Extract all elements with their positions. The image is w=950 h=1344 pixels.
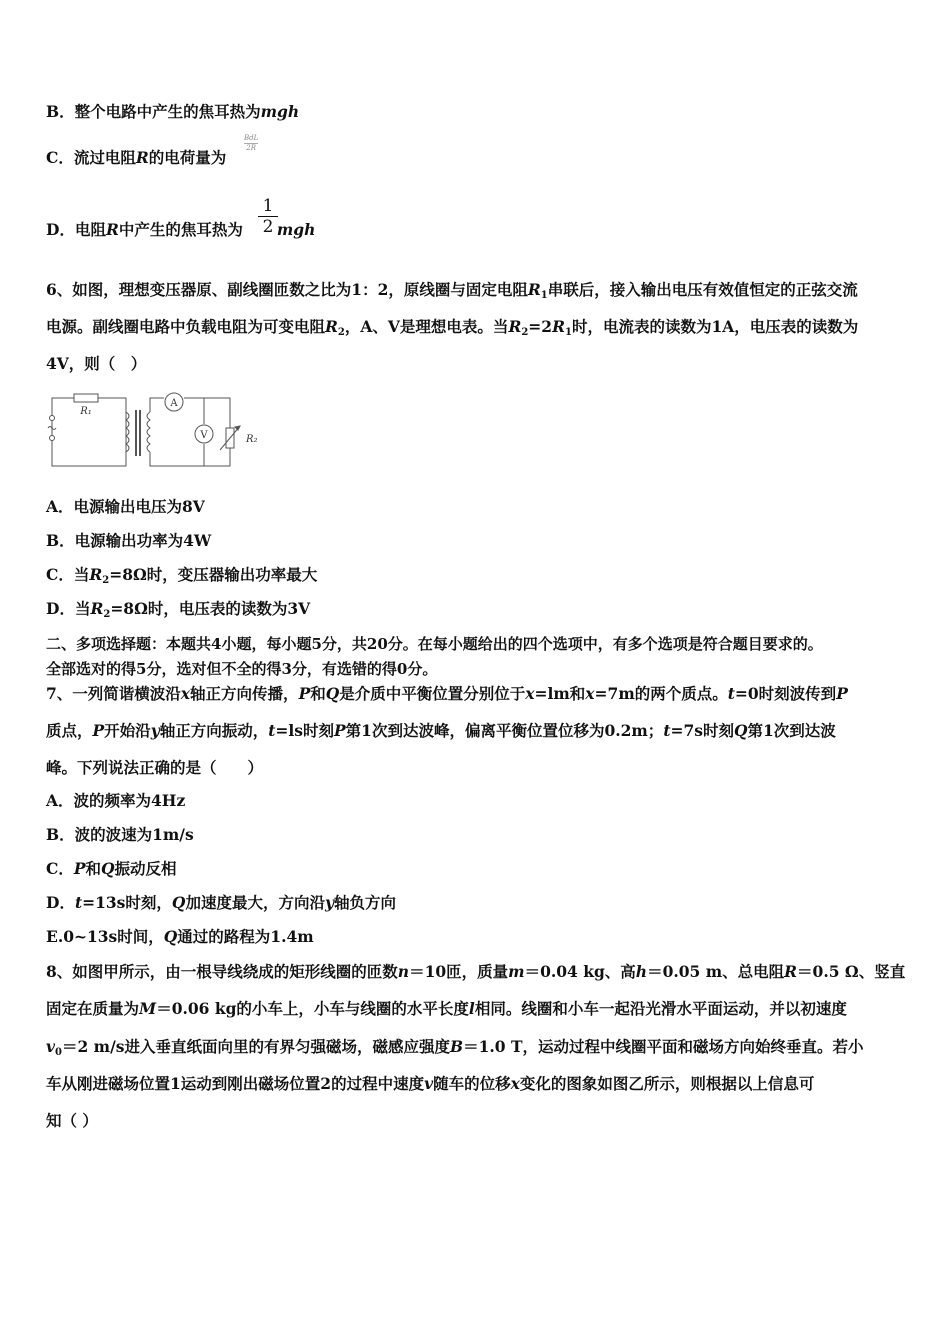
q8-stem-line-2: 固定在质量为M＝0.06 kg的小车上，小车与线圈的水平长度l相同。线圈和小车一起沿光滑水平面运动，并以初速度 xyxy=(46,999,847,1018)
q5-option-c-suffix: 的电荷量为 xyxy=(148,148,227,167)
r1-label: R₁ xyxy=(80,406,92,417)
q6-stem-line-1: 6、如图，理想变压器原、副线圈匝数之比为1：2，原线圈与固定电阻$R_1$串联后，接入输出电压有效值恒定的正弦交流 xyxy=(46,280,858,301)
q5-option-c-frac-den: 2R xyxy=(244,143,258,153)
q5-option-c-fraction xyxy=(244,134,258,153)
q5-option-c[interactable] xyxy=(46,148,226,168)
q5-option-c-frac-num: BdL xyxy=(244,134,259,142)
q6-stem-line-2: 电源。副线圈电路中负载电阻为可变电阻$R_2$，A、V是理想电表。当$R_2=2R_1$时，电流表的读数为1A，电压表的读数为 xyxy=(46,317,859,338)
q5-option-d-frac-num: 1 xyxy=(262,196,274,216)
q5-option-d-var: R xyxy=(105,220,119,239)
section-2-instructions-line-2: 全部选对的得5分，选对但不全的得3分，有选错的得0分。 xyxy=(46,660,438,678)
r2-label: R₂ xyxy=(246,434,258,445)
q7-option-c[interactable]: C．P和Q振动反相 xyxy=(46,859,177,878)
q6-circuit-figure xyxy=(44,388,264,472)
q7-stem-line-1: 7、一列简谐横波沿x轴正方向传播，P和Q是介质中平衡位置分别位于x=lm和x=7m的两个质点。t=0时刻波传到P xyxy=(46,684,848,703)
q7-option-d[interactable]: D．t=13s时刻，Q加速度最大，方向沿y轴负方向 xyxy=(46,893,396,912)
section-2-instructions-line-1: 二、多项选择题：本题共4小题，每小题5分，共20分。在每小题给出的四个选项中，有多个选项是符合题目要求的。 xyxy=(46,635,823,653)
q5-option-d-mid: 中产生的焦耳热为 xyxy=(118,220,243,239)
q5-option-c-text: C．流过电阻 xyxy=(46,148,136,167)
ammeter-label: A xyxy=(170,398,178,409)
resistor-r1 xyxy=(74,394,98,402)
q7-option-e[interactable]: E.0~13s时间，Q通过的路程为1.4m xyxy=(46,927,314,946)
q5-option-d-text: D．电阻 xyxy=(46,220,106,239)
q8-stem-line-3: $v_0=2$ m/s进入垂直纸面向里的有界匀强磁场，磁感应强度B＝1.0 T，运动过程中线圈平面和磁场方向始终垂直。若小 xyxy=(46,1037,864,1058)
q6-option-a[interactable]: A．电源输出电压为8V xyxy=(46,497,205,516)
q6-option-c[interactable]: C．当$R_2=8\Omega$时，变压器输出功率最大 xyxy=(46,565,318,586)
q5-option-d-var2: mgh xyxy=(276,220,316,239)
q8-stem-line-4: 车从刚进磁场位置1运动到刚出磁场位置2的过程中速度v随车的位移x变化的图象如图乙所示，则根据以上信息可 xyxy=(46,1074,815,1093)
q6-stem-line-3: 4V，则（ ） xyxy=(46,354,147,373)
q5-option-b[interactable] xyxy=(46,102,299,122)
q5-option-d-frac-den: 2 xyxy=(258,216,278,237)
q5-option-b-text: B．整个电路中产生的焦耳热为 xyxy=(46,102,261,121)
q6-option-b[interactable]: B．电源输出功率为4W xyxy=(46,531,212,550)
q8-stem-line-5: 知（ ） xyxy=(46,1111,98,1130)
q8-stem-line-1: 8、如图甲所示，由一根导线绕成的矩形线圈的匝数n＝10匝，质量m＝0.04 kg、高h＝0.05 m、总电阻R＝0.5 Ω、竖直 xyxy=(46,962,906,981)
secondary-coil xyxy=(147,412,150,452)
q5-option-c-var: R xyxy=(135,148,149,167)
q5-option-d-fraction xyxy=(258,196,278,237)
q5-option-b-var: mgh xyxy=(260,102,300,121)
q7-stem-line-2: 质点，P开始沿y轴正方向振动，t=ls时刻P第1次到达波峰，偏离平衡位置位移为0.2m；t=7s时刻Q第1次到达波 xyxy=(46,721,836,740)
q7-stem-line-3: 峰。下列说法正确的是（ ） xyxy=(46,758,264,777)
voltmeter-label: V xyxy=(200,430,208,441)
q7-option-b[interactable]: B．波的波速为1m/s xyxy=(46,825,194,844)
q6-option-d[interactable]: D．当$R_2=8\Omega$时，电压表的读数为3V xyxy=(46,599,311,620)
q7-option-a[interactable]: A．波的频率为4Hz xyxy=(46,791,186,810)
